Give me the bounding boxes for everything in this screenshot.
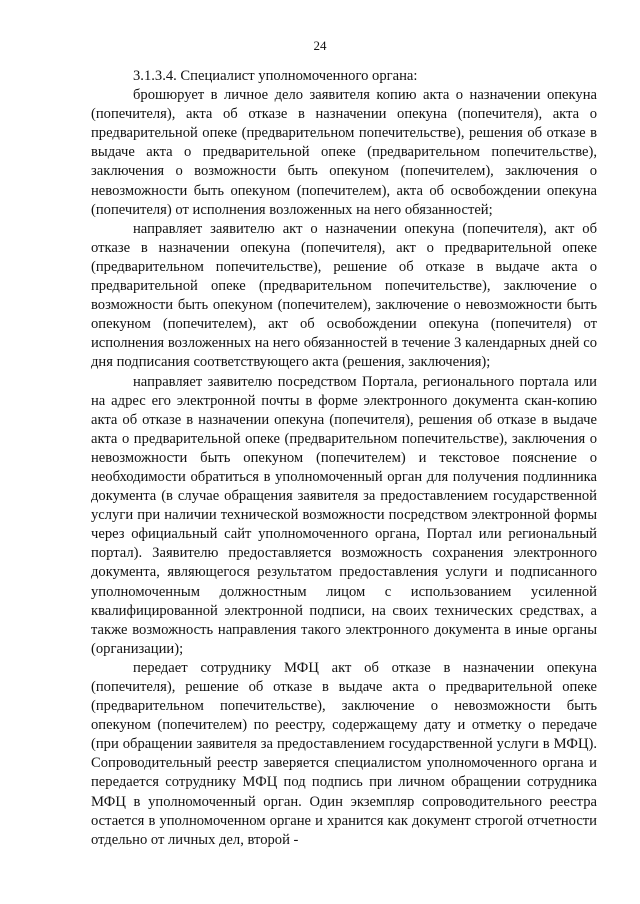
paragraph-send-electronic: направляет заявителю посредством Портала, регионального портала или на адрес его электронной почты в форме электронного документа скан-копию акта об отказе в назначении опекуна (попечителя), решения об отказе в выдаче акта о предварительной опеке (предварительном попечительстве), заключения о невозможности быть опекуном (попечителем) и текстовое пояснение о необходимости обратиться в уполномоченный орган для получения подлинника документа (в случае обращения заявителя за предоставлением государственной услуги при наличии технической возможности посредством электронной формы через официальный сайт уполномоченного органа, Портал или региональный портал). Заявителю предоставляется возможность сохранения электронного документа, являющегося результатом предоставления услуги и подписанного уполномоченным должностным лицом с использованием усиленной квалифицированной электронной подписи, на своих технических средствах, а также возможность направления такого электронного документа в иные органы (организации);: [91, 373, 597, 657]
paragraph-send-acts: направляет заявителю акт о назначении опекуна (попечителя), акт об отказе в назначении опекуна (попечителя), акт о предварительной опеке (предварительном попечительстве), решение об отказе в выдаче акта о предварительной опеке (предварительном попечительстве), заключение о возможности быть опекуном (попечителем), заключение о невозможности быть опекуном (попечителем), акт об освобождении опекуна (попечителя) от исполнения возложенных на него обязанностей в течение 3 календарных дней со дня подписания соответствующего акта (решения, заключения);: [91, 220, 597, 371]
document-body: [91, 67, 597, 850]
page-number: 24: [313, 38, 327, 53]
paragraph-file-documents: брошюрует в личное дело заявителя копию акта о назначении опекуна (попечителя), акта об отказе в назначении опекуна (попечителя), акта о предварительной опеке (предварительном попечительстве), решения об отказе в выдаче акта о предварительной опеке (предварительном попечительстве), заключения о возможности быть опекуном (попечителем), заключения о невозможности быть опекуном (попечителем), акта об освобождении опекуна (попечителя) от исполнения возложенных на него обязанностей;: [91, 87, 597, 218]
section-heading: 3.1.3.4. Специалист уполномоченного органа:: [133, 68, 418, 84]
paragraph-transfer-mfc: передает сотруднику МФЦ акт об отказе в назначении опекуна (попечителя), решение об отказе в выдаче акта о предварительной опеке (предварительном попечительстве), заключение о невозможности быть опекуном (попечителем) по реестру, содержащему дату и отметку о передаче (при обращении заявителя за предоставлением государственной услуги в МФЦ). Сопроводительный реестр заверяется специалистом уполномоченного органа и передается сотруднику МФЦ под подпись при личном обращении сотрудника МФЦ в уполномоченный орган. Один экземпляр сопроводительного реестра остается в уполномоченном органе и хранится как документ строгой отчетности отдельно от личных дел, второй -: [91, 659, 597, 848]
